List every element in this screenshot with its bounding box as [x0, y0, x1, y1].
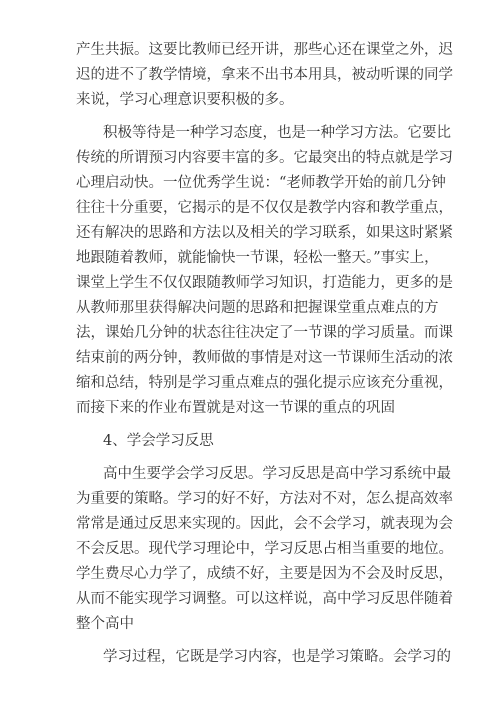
text-line: 积极等待是一种学习态度，也是一种学习方法。它要比: [103, 125, 451, 141]
text-line: 法，课始几分钟的状态往往决定了一节课的学习质量。而课: [76, 325, 453, 341]
text-line: 缩和总结，特别是学习重点难点的强化提示应该充分重视，: [76, 375, 453, 391]
text-line: 传统的所谓预习内容要丰富的多。它最突出的特点就是学习: [76, 150, 453, 166]
text-line: 还有解决的思路和方法以及相关的学习联系，如果这时紧紧: [76, 225, 453, 241]
text-line: 来说，学习心理意识要积极的多。: [76, 92, 294, 108]
text-line: 产生共振。这要比教师已经开讲，那些心还在课堂之外，迟: [76, 42, 453, 58]
text-line: 而接下来的作业布置就是对这一节课的重点的巩固: [76, 400, 395, 416]
text-line: 迟的进不了教学情境，拿来不出书本用具，被动听课的同学: [76, 67, 453, 83]
text-line: 从而不能实现学习调整。可以这样说，高中学习反思伴随着: [76, 591, 453, 607]
text-line: 学习过程，它既是学习内容，也是学习策略。会学习的: [103, 649, 451, 665]
text-line: 课堂上学生不仅仅跟随教师学习知识，打造能力，更多的是: [76, 275, 453, 291]
text-line: 常常是通过反思来实现的。因此，会不会学习，就表现为会: [76, 516, 453, 532]
text-line: 学生费尽心力学了，成绩不好，主要是因为不会及时反思，: [76, 566, 453, 582]
text-line: 高中生要学会学习反思。学习反思是高中学习系统中最: [103, 466, 451, 482]
text-line: 为重要的策略。学习的好不好，方法对不对，怎么提高效率: [76, 491, 453, 507]
section-heading: 4、学会学习反思: [103, 433, 214, 449]
text-line: 心理启动快。一位优秀学生说：“老师教学开始的前几分钟: [76, 175, 446, 191]
text-line: 整个高中: [76, 616, 134, 632]
text-line: 结束前的两分钟，教师做的事情是对这一节课师生活动的浓: [76, 350, 453, 366]
text-line: 不会反思。现代学习理论中，学习反思占相当重要的地位。: [76, 541, 453, 557]
text-line: 往往十分重要，它揭示的是不仅仅是教学内容和教学重点，: [76, 200, 453, 216]
text-line: 从教师那里获得解决问题的思路和把握课堂重点难点的方: [76, 300, 439, 316]
text-line: 地跟随着教师，就能愉快一节课，轻松一整天。”事实上，: [76, 250, 439, 266]
